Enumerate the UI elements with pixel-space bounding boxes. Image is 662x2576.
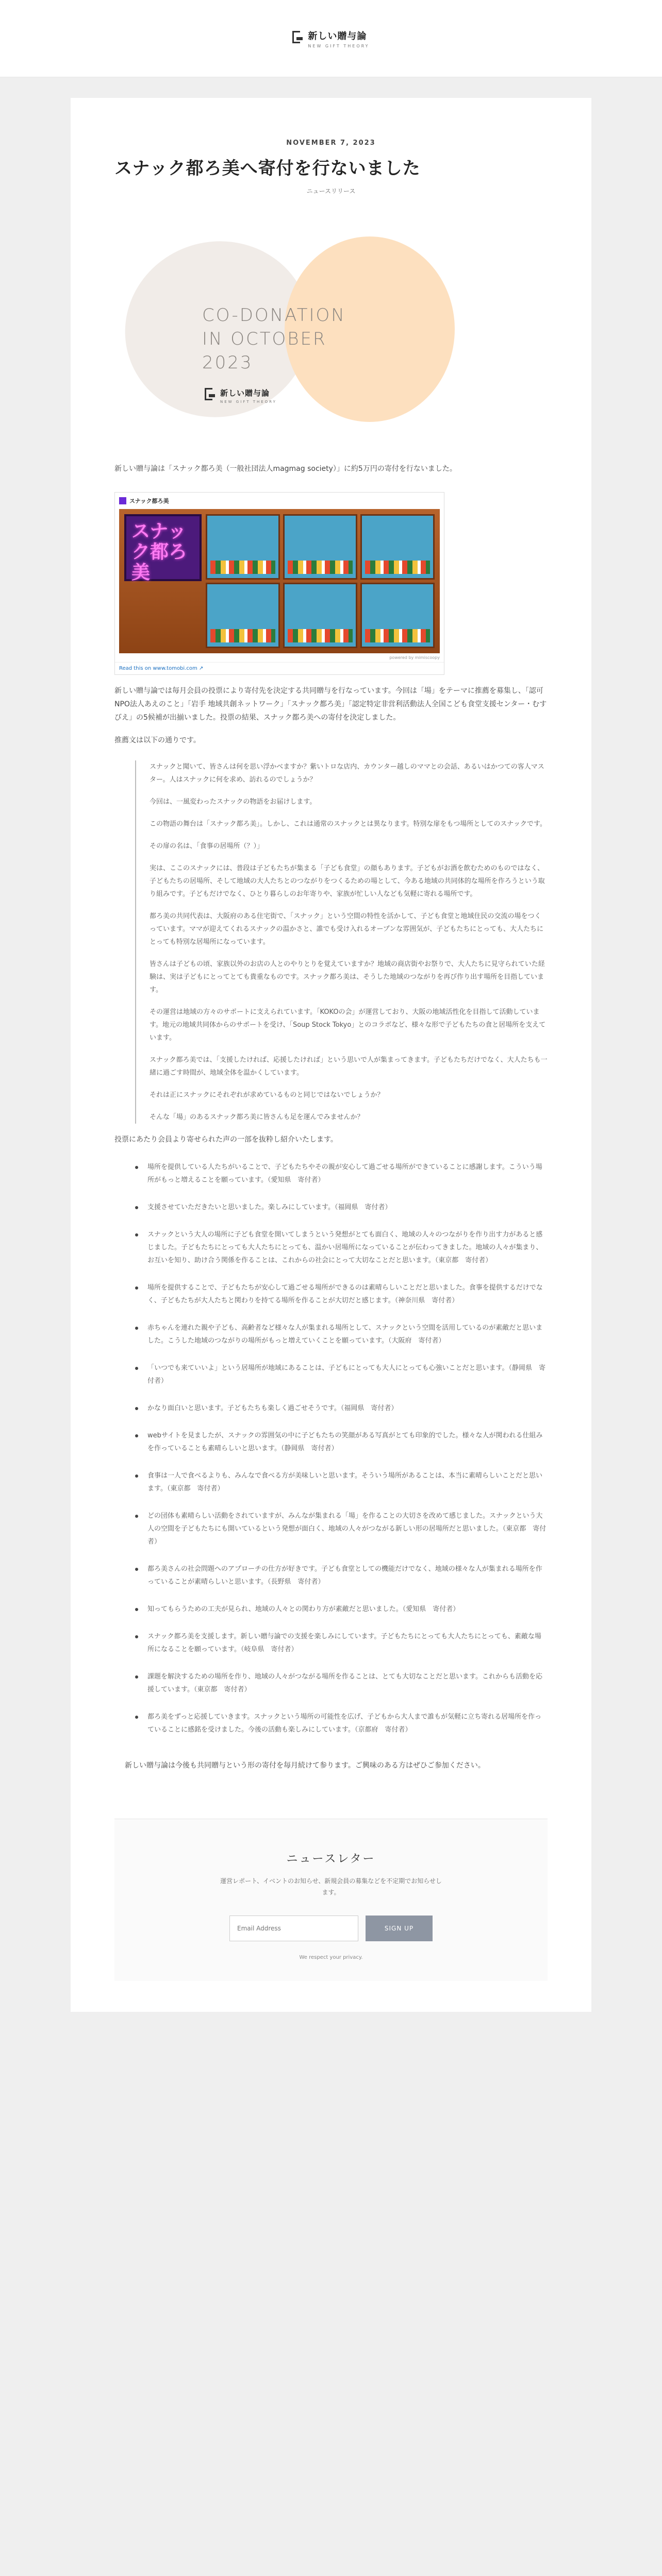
comment-item: スナック都ろ美を支援します。新しい贈与論での支援を楽しみにしています。子どもたちにとっても大人たちにとっても、素敵な場所になることを願っています。（岐阜県 寄付者） bbox=[135, 1630, 548, 1656]
shelf bbox=[206, 514, 280, 580]
comment-item: 知ってもらうための工夫が見られ、地域の人々との関わり方が素敵だと思いました。（愛知県 寄付者） bbox=[135, 1603, 548, 1616]
privacy-note: We respect your privacy. bbox=[299, 1955, 363, 1960]
hero-logo-subtitle: NEW GIFT THEORY bbox=[220, 400, 277, 404]
bottle-shelves bbox=[206, 514, 435, 648]
post-category[interactable]: ニュースリリース bbox=[306, 188, 356, 195]
quote-paragraph: 今回は、一風変わったスナックの物語をお届けします。 bbox=[150, 798, 317, 806]
paragraph-1: 新しい贈与論では毎月会員の投票により寄付先を決定する共同贈与を行なっています。今回は「場」をテーマに推薦を募集し、「認可NPO法人あえのこと」「岩手 地域共創ネットワーク」「スナック都ろ美」「認定特定非営利活動法人全国こども食堂支援センター・むすびえ」の5候補が出揃いました。投票の結果、スナック都ろ美への寄付を決定しました。 bbox=[114, 687, 547, 722]
embed-header bbox=[115, 493, 444, 509]
shelf bbox=[206, 583, 280, 648]
post-date: NOVEMBER 7, 2023 bbox=[286, 139, 376, 147]
comment-item: どの団体も素晴らしい活動をされていますが、みんなが集まれる「場」を作ることの大切さを改めて感じました。スナックという大人の空間を子どもたちにも開いているという発想が面白く、地域の人々がつながる新しい形の居場所だと思いました。（東京都 寄付者） bbox=[135, 1510, 548, 1548]
hero-logo bbox=[205, 387, 277, 404]
hero-line-3: 2023 bbox=[202, 352, 253, 373]
quote-paragraph: 実は、ここのスナックには、普段は子どもたちが集まる「子ども食堂」の顔もあります。子どもがお酒を飲むためのものではなく、子どもたちの居場所、そして地域の大人たちとのつながりをつくるための場として、今ある地域の共同体的な場所を作ろうという取り組みです。子どもだけでなく、ひとり暮らしのお年寄りや、家族が忙しい人なども気軽に寄れる場所です。 bbox=[150, 865, 545, 898]
site-subtitle: NEW GIFT THEORY bbox=[308, 43, 370, 48]
comment-item: 場所を提供している人たちがいることで、子どもたちやその親が安心して過ごせる場所ができていることに感謝します。こういう場所がもっと増えることを願っています。（愛知県 寄付者） bbox=[135, 1161, 548, 1187]
comment-item: 課題を解決するための場所を作り、地域の人々がつながる場所を作ることは、とても大切なことだと思います。これからも活動を応援しています。（東京都 寄付者） bbox=[135, 1670, 548, 1696]
closing-paragraph: 新しい贈与論は今後も共同贈与という形の寄付を毎月続けて参ります。ご興味のある方はぜひご参加ください。 bbox=[125, 1761, 485, 1770]
recommendation-quote bbox=[135, 760, 548, 1124]
link-embed[interactable] bbox=[114, 492, 444, 675]
comment-item: 都ろ美さんの社会問題へのアプローチの仕方が好きです。子ども食堂としての機能だけでなく、地域の様々な人が集まれる場所を作っていることが素晴らしいと思います。（長野県 寄付者） bbox=[135, 1563, 548, 1588]
shelf bbox=[360, 583, 435, 648]
member-comments bbox=[114, 1161, 548, 1736]
comment-item: 場所を提供することで、子どもたちが安心して過ごせる場所ができるのは素晴らしいことだと思いました。食事を提供するだけでなく、子どもたちが大人たちと関わりを持てる場所を作ることが大切だと感じます。（神奈川県 寄付者） bbox=[135, 1281, 548, 1307]
newsletter-form bbox=[114, 1916, 548, 1941]
shelf bbox=[283, 514, 357, 580]
snack-sign: スナック都ろ美 bbox=[124, 514, 202, 581]
comment-item: webサイトを見ましたが、スナックの雰囲気の中に子どもたちの笑顔がある写真がとても印象的でした。様々な人が関われる仕組みを作っていることも素晴らしいと思います。（静岡県 寄付者） bbox=[135, 1429, 548, 1455]
quote-paragraph: その運営は地域の方々のサポートに支えられています。「KOKOの会」が運営しており、大阪の地域活性化を目指して活動しています。地元の地域共同体からのサポートを受け、「Soup Stock Tokyo」とのコラボなど、様々な形で子どもたちの食と居場所を支えています。 bbox=[150, 1008, 546, 1042]
comment-item: スナックという大人の場所に子ども食堂を開いてしまうという発想がとても面白く、地域の人々のつながりを作り出す力があると感じました。子どもたちにとっても大人たちにとっても、温かい居場所になっていることが伝わってきました。地域の人々が集まり、お互いを知り、助け合う関係を作ることは、これからの社会にとって大切なことだと思います。（東京都 寄付者） bbox=[135, 1228, 548, 1267]
quote-paragraph: それは正にスナックにそれぞれが求めているものと同じではないでしょうか？ bbox=[150, 1091, 384, 1099]
hero-line-2: IN OCTOBER bbox=[202, 329, 327, 349]
site-title: 新しい贈与論 bbox=[308, 30, 367, 42]
paragraph-3: 投票にあたり会員より寄せられた声の一部を抜粋し紹介いたします。 bbox=[114, 1136, 338, 1144]
hero-image bbox=[114, 226, 548, 453]
hero-line-1: CO-DONATION bbox=[202, 305, 346, 326]
comment-item: 支援させていただきたいと思いました。楽しみにしています。（福岡県 寄付者） bbox=[135, 1201, 548, 1214]
paragraph-2: 推薦文は以下の通りです。 bbox=[114, 736, 201, 744]
post-title: スナック都ろ美へ寄付を行ないました bbox=[114, 158, 421, 179]
quote-paragraph: 都ろ美の共同代表は、大阪府のある住宅街で、「スナック」という空間の特性を活かして、子ども食堂と地域住民の交流の場をつくっています。ママが迎えてくれるスナックの温かさと、誰でも受け入れるオープンな雰囲気が、子どもたちにとっても、大人たちにとっても特別な居場所になっています。 bbox=[150, 912, 544, 946]
article-card bbox=[71, 98, 591, 2012]
intro-paragraph: 新しい贈与論は「スナック都ろ美（一般社団法人magmag society）」に約5万円の寄付を行ないました。 bbox=[114, 465, 457, 473]
embed-site-name: スナック都ろ美 bbox=[129, 498, 169, 504]
comment-item: 都ろ美をずっと応援していきます。スナックという場所の可能性を広げ、子どもから大人まで誰もが気軽に立ち寄れる居場所を作っていることに感銘を受けました。今後の活動も楽しみにしています。（京都府 寄付者） bbox=[135, 1710, 548, 1736]
site-logo[interactable] bbox=[292, 29, 369, 48]
comment-item: かなり面白いと思います。子どもたちも楽しく過ごせそうです。（福岡県 寄付者） bbox=[135, 1402, 548, 1415]
quote-paragraph: スナックと聞いて、皆さんは何を思い浮かべますか？紫いトロな店内、カウンター越しのママとの会話、あるいはかつての客人マスター。人はスナックに何を求め、訪れるのでしょうか？ bbox=[150, 763, 544, 784]
embed-link[interactable]: Read this on www.tomobi.com ↗ bbox=[115, 662, 444, 674]
embed-site-icon bbox=[119, 497, 126, 504]
quote-paragraph: スナック都ろ美では、「支援したければ、応援したければ」という思いで人が集まってきます。子どもたちだけでなく、大人たちも一緒に過ごす時間が、地域全体を温かくしています。 bbox=[150, 1056, 548, 1077]
quote-paragraph: そんな「場」のあるスナック都ろ美に皆さんも足を運んでみませんか？ bbox=[150, 1113, 364, 1121]
shelf bbox=[360, 514, 435, 580]
comment-item: 「いつでも来ていいよ」という居場所が地域にあることは、子どもにとっても大人にとっても心強いことだと思います。（静岡県 寄付者） bbox=[135, 1362, 548, 1387]
signup-button[interactable]: SIGN UP bbox=[366, 1916, 433, 1941]
logo-icon bbox=[292, 30, 304, 41]
site-header bbox=[0, 0, 662, 77]
hero-logo-icon bbox=[205, 387, 216, 398]
newsletter-title: ニュースレター bbox=[286, 1853, 376, 1866]
comment-item: 赤ちゃんを連れた親や子ども、高齢者など様々な人が集まれる場所として、スナックという空間を活用しているのが素敵だと思いました。こうした地域のつながりの場所がもっと増えていくことを願っています。（大阪府 寄付者） bbox=[135, 1321, 548, 1347]
email-input[interactable] bbox=[229, 1916, 358, 1941]
embed-credit: powered by mimiscoopy bbox=[389, 655, 440, 660]
hero-logo-title: 新しい贈与論 bbox=[220, 388, 270, 398]
newsletter-description: 運営レポート、イベントのお知らせ、新規会員の募集などを不定期でお知らせします。 bbox=[220, 1877, 442, 1896]
shelf bbox=[283, 583, 357, 648]
newsletter-section bbox=[114, 1819, 548, 1981]
quote-paragraph: その扉の名は、「食事の居場所（？）」 bbox=[150, 842, 264, 850]
quote-paragraph: この物語の舞台は「スナック都ろ美」。しかし、これは通常のスナックとは異なります。特別な扉をもつ場所としてのスナックです。 bbox=[150, 820, 547, 828]
embed-illustration bbox=[119, 509, 440, 653]
hero-text bbox=[202, 303, 346, 375]
comment-item: 食事は一人で食べるよりも、みんなで食べる方が美味しいと思います。そういう場所があることは、本当に素晴らしいことだと思います。（東京都 寄付者） bbox=[135, 1469, 548, 1495]
quote-paragraph: 皆さんは子どもの頃、家族以外のお店の人とのやりとりを覚えていますか？地域の商店街やお祭りで、大人たちに見守られていた経験は、実は子どもにとってとても貴重なものです。スナック都ろ美は、そうした地域のつながりを再び作り出す場所を目指しています。 bbox=[150, 960, 545, 994]
